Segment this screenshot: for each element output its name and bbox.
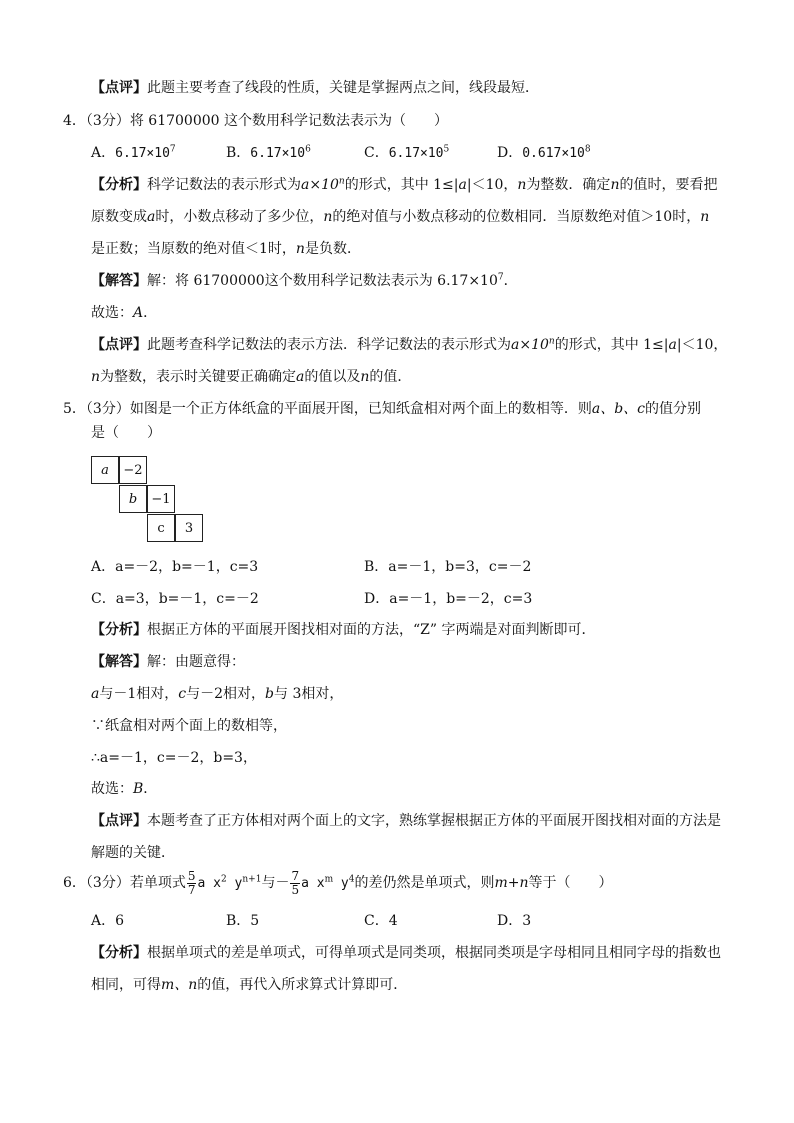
q4-analysis-line1: 【分析】科学记数法的表示形式为$a\times 10^n$的形式，其中 1≤|a|＜10，n为整数．确定n的值时，要看把 bbox=[91, 176, 718, 193]
q5-option-d: D．a=－1，b=－2，c=3 bbox=[364, 591, 533, 607]
q5-stem-line1: 5．（3分）如图是一个正方体纸盒的平面展开图，已知纸盒相对两个面上的数相等．则a、b、c的值分别 bbox=[63, 401, 701, 417]
question-number: 5． bbox=[63, 401, 86, 417]
q5-comment-line1: 【点评】本题考查了正方体相对两个面上的文字，熟练掌握根据正方体的平面展开图找相对面的方法是 bbox=[91, 813, 721, 829]
q4-comment-line1: 【点评】此题考查科学记数法的表示方法．科学记数法的表示形式为$a\times 10^n$的形式，其中 1≤|a|＜10， bbox=[91, 336, 728, 353]
question-number: 6． bbox=[63, 875, 86, 891]
comment-tag: 【点评】 bbox=[91, 337, 147, 353]
q4-analysis-line2: 原数变成a时，小数点移动了多少位，n的绝对值与小数点移动的位数相同．当原数绝对值＞10时，n bbox=[91, 209, 710, 225]
comment-tag: 【点评】 bbox=[91, 80, 147, 96]
q6-stem: 6．（3分）若单项式 $\frac{5}{7}$ a $x^2$ $y^{n+1}$与－ $\frac{7}{5}$ a $x^m$ $y^4$的差仍然是单项式，则m+n等于（ ） bbox=[63, 868, 613, 897]
q4-analysis-line3: 是正数；当原数的绝对值＜1时，n是负数． bbox=[91, 241, 361, 257]
q5-answer-line2: ∵纸盒相对两个面上的数相等， bbox=[91, 718, 287, 734]
q6-option-c: C．4 bbox=[364, 913, 398, 929]
question-score: （3分） bbox=[85, 875, 130, 891]
q5-option-c: C．a=3，b=－1，c=－2 bbox=[91, 591, 259, 607]
q4-option-d: D．$0.617\times 10^8$ bbox=[497, 144, 591, 161]
question-score: （3分） bbox=[85, 113, 130, 129]
q5-comment-line2: 解题的关键． bbox=[91, 845, 175, 861]
analysis-tag: 【分析】 bbox=[91, 622, 147, 638]
q4-answer: 【解答】解：将 61700000这个数用科学记数法表示为 $6.17\times 10^7$． bbox=[91, 272, 518, 289]
analysis-tag: 【分析】 bbox=[91, 177, 147, 193]
q6-analysis-line1: 【分析】根据单项式的差是单项式，可得单项式是同类项，根据同类项是字母相同且相同字母的指数也 bbox=[91, 945, 721, 961]
q6-option-a: A．6 bbox=[91, 913, 125, 929]
q4-option-a: A．$6.17\times 10^7$ bbox=[91, 144, 176, 161]
q5-stem-line2: 是（ ） bbox=[91, 425, 161, 441]
fraction: $\frac{5}{7}$ bbox=[187, 868, 196, 897]
q6-option-b: B．5 bbox=[226, 913, 260, 929]
answer-tag: 【解答】 bbox=[91, 654, 147, 670]
q4-comment-line2: n为整数，表示时关键要正确确定a的值以及n的值． bbox=[91, 369, 412, 385]
q5-option-a: A．a=－2，b=－1，c=3 bbox=[91, 559, 259, 575]
cube-net-figure bbox=[91, 456, 207, 543]
q5-analysis: 【分析】根据正方体的平面展开图找相对面的方法，“Z” 字两端是对面判断即可． bbox=[91, 622, 596, 638]
answer-tag: 【解答】 bbox=[91, 273, 147, 289]
question-text: 将 61700000 这个数用科学记数法表示为（ ） bbox=[129, 113, 449, 129]
comment-text: 此题主要考查了线段的性质，关键是掌握两点之间，线段最短． bbox=[147, 80, 539, 96]
q3-comment bbox=[91, 78, 539, 98]
q5-answer-line3: ∴a=－1，c=－2，b=3， bbox=[91, 750, 257, 766]
analysis-tag: 【分析】 bbox=[91, 945, 147, 961]
q4-option-c: C．$6.17\times 10^5$ bbox=[364, 144, 450, 161]
q4-choice: 故选：A． bbox=[91, 305, 158, 321]
q5-answer-line1: a与－1相对，c与－2相对，b与 3相对， bbox=[91, 686, 344, 702]
question-number: 4． bbox=[63, 113, 86, 129]
net-cell: −2 bbox=[119, 456, 147, 484]
net-cell: −1 bbox=[147, 485, 175, 513]
net-cell: 3 bbox=[175, 514, 203, 542]
q6-option-d: D．3 bbox=[497, 913, 532, 929]
net-cell: c bbox=[147, 514, 175, 542]
net-cell: a bbox=[91, 456, 119, 484]
q4-option-b: B．$6.17\times 10^6$ bbox=[226, 144, 311, 161]
q6-analysis-line2: 相同，可得m、n的值，再代入所求算式计算即可． bbox=[91, 977, 408, 993]
net-cell: b bbox=[119, 485, 147, 513]
fraction: $\frac{7}{5}$ bbox=[291, 868, 300, 897]
q5-answer: 【解答】解：由题意得： bbox=[91, 654, 245, 670]
q5-option-b: B．a=－1，b=3，c=－2 bbox=[364, 559, 532, 575]
q5-choice: 故选：B． bbox=[91, 781, 158, 797]
q4-stem bbox=[63, 111, 448, 131]
comment-tag: 【点评】 bbox=[91, 813, 147, 829]
question-score: （3分） bbox=[85, 401, 130, 417]
